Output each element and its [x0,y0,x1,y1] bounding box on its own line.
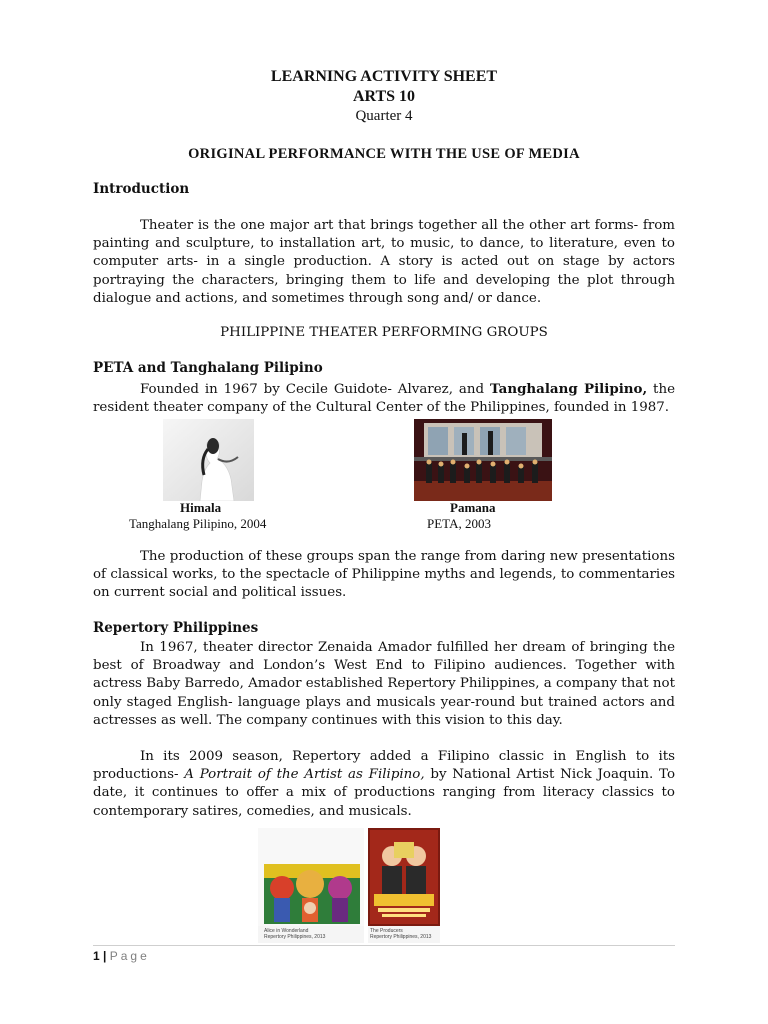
repertory-paragraph-1: In 1967, theater director Zenaida Amador fulfilled her dream of bringing the best of Broadway and London’s West End to Filipino audiences. Together with actress Baby Barredo, Amador established Repertory Philippines, a company that not only staged English- language plays and musicals year-round but trained actors and actresses as well. The company continues with this vision to this day. [93,640,675,728]
himala-title: Himala [180,500,222,515]
the-producers-image [368,828,440,926]
introduction-heading: Introduction [93,181,190,197]
productions-paragraph: The production of these groups span the range from daring new presentations of classical works, to the spectacle of Philippine myths and legends, to commentaries on current social and political issues. [93,549,675,601]
repertory-heading: Repertory Philippines [93,620,259,636]
footer-rule [93,945,675,946]
producers-figure [368,828,440,943]
peta-paragraph: Founded in 1967 by Cecile Guidote- Alvarez, and Tanghalang Pilipino, the resident theater company of the Cultural Center of the Philippines, founded in 1987. [93,381,675,416]
page-footer [93,949,150,963]
himala-performer-image [163,419,254,501]
groups-heading: PHILIPPINE THEATER PERFORMING GROUPS [220,325,548,340]
sheet-title: LEARNING ACTIVITY SHEET [270,68,498,85]
page-number: 1 [93,949,100,963]
pamana-credit: PETA, 2003 [427,516,491,531]
introduction-paragraph: Theater is the one major art that brings together all the other art forms- from painting and sculpture, to installation art, to music, to dance, to literature, even to computer arts- in a single production. A story is acted out on stage by actors portraying the characters, bringing them to life and developing the plot through dialogue and actions, and sometimes through song and/ or dance. [93,218,675,306]
pamana-title: Pamana [450,500,496,515]
subject-title: ARTS 10 [352,88,416,105]
peta-heading: PETA and Tanghalang Pilipino [93,360,323,376]
footer-separator: | [103,949,107,963]
alice-in-wonderland-image [258,828,364,926]
pamana-stage-image [414,419,552,501]
quarter-label: Quarter 4 [355,108,413,124]
repertory-paragraph-2: In its 2009 season, Repertory added a Filipino classic in English to its productions- A Portrait of the Artist as Filipino, by National Artist Nick Joaquin. To date, it continues to offer a mix of productions ranging from literacy classics to contemporary satires, comedies, and musicals. [93,749,676,819]
topic-title: ORIGINAL PERFORMANCE WITH THE USE OF MEDIA [188,146,580,162]
page-label: Page [109,949,150,963]
himala-credit: Tanghalang Pilipino, 2004 [129,516,267,531]
pamana-photo [414,419,552,501]
alice-caption: Alice in Wonderland Repertory Philippines, 2013 [264,928,326,940]
himala-photo [163,419,254,501]
alice-figure [258,828,364,943]
producers-caption: The Producers Repertory Philippines, 2013 [370,928,432,940]
